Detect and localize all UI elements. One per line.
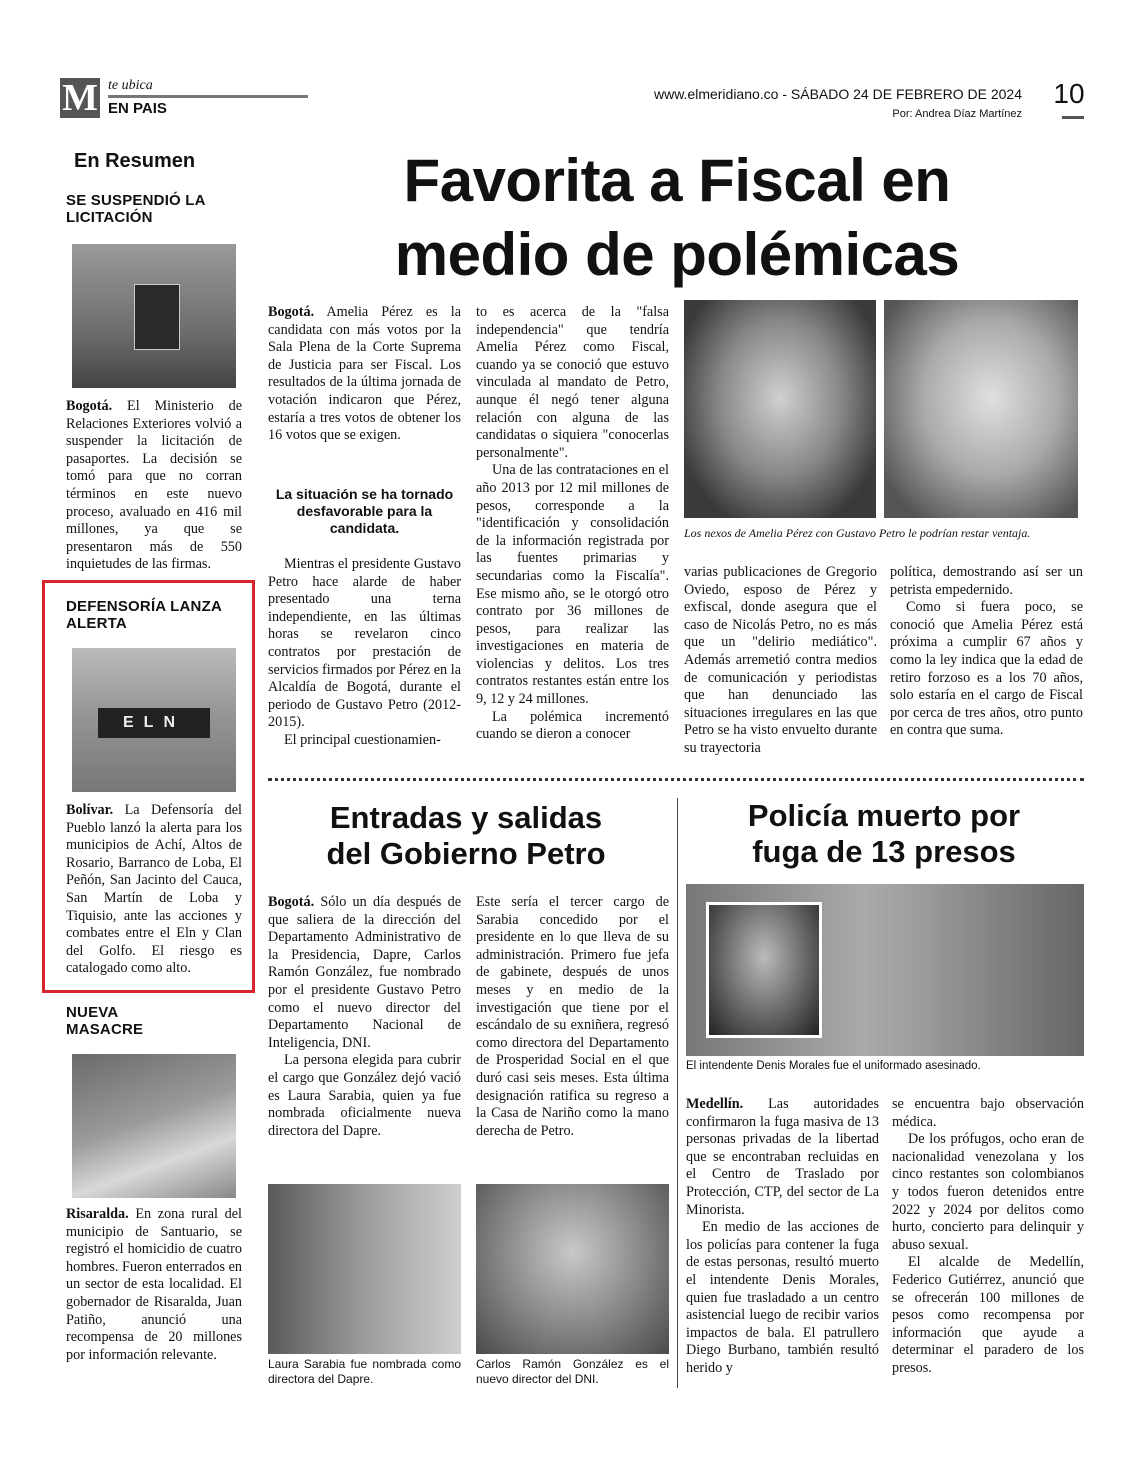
story3-col1: Medellín. Las autoridades confirmaron la fuga masiva de 13 personas privadas de la libertad que se encontraban recluidas en el Centro de Traslado por Protección, CTP, del sector de La Minorista. En medio de las acciones de los policías para contener la fuga de estas personas, resultó muerto el intendente Denis Morales, quien fue trasladado a un centro asistencial luego de recibir varios impactos de bala. El patrullero Diego Burbano, también resultó herido y [686,1096,879,1376]
main-col3: varias publicaciones de Gregorio Oviedo, esposo de Pérez y exfiscal, donde asegura que el caso de Nicolás Petro, no es más que un "delirio mediático". Además arremetió contra medios de comunicación y periodistas que han denunciado las situaciones irregulares en las que Petro se ha visto envuelto durante su trayectoria [684,564,877,756]
police-escape-photo [686,884,1084,1056]
story2-col2: Este sería el tercer cargo de Sarabia concedido por el presidente en lo que lleva de su administración. Primero fue jefa de gabinete, después de unos meses y en medio de la investigación que tiene por el escándalo de su exniñera, regresó como directora del Departamento de Prosperidad Social en el que duró casi seis meses. Esta última designación ratifica su regreso a la Casa de Nariño como la mano derecha de Petro. [476,894,669,1139]
story2-headline: Entradas y salidas del Gobierno Petro [326,800,606,871]
column-divider [677,798,678,1388]
header-rule [108,95,308,98]
sidebar-title: En Resumen [74,150,196,172]
website-date: www.elmeridiano.co - SÁBADO 24 DE FEBRERO DE 2024 [653,86,1022,102]
main-col2: to es acerca de la "falsa independencia" que tendría Amelia Pérez como Fiscal, cuando ya se conoció que estuvo vinculada al mandato de Petro, aunque él negó tener alguna relación con alguna de las candidatas o siquiera "conocerlas personalmente". Una de las contrataciones en el año 2013 por 12 mil millones de pesos, corresponde a la "identificación y consolidación de la información registrada por las fuentes primarias y secundarias como la Fiscalía". Ese mismo año, se le otorgó otro contrato por 36 millones de pesos, para realizar las investigaciones en materia de violencias y delitos. Los tres contratos restantes están entre los 9, 12 y 24 millones. La polémica incrementó cuando se dieron a conocer [476,304,669,743]
eln-sign: ELN [98,708,210,738]
eln-sign-photo [72,648,236,792]
main-headline: Favorita a Fiscal en medio de polémicas [394,147,960,288]
carlos-gonzalez-photo [476,1184,669,1354]
masthead [60,78,320,118]
officer-portrait [706,902,822,1038]
section-name: EN PAIS [108,100,167,117]
passport-icon [134,284,180,350]
story3-photo-caption: El intendente Denis Morales fue el uniformado asesinado. [686,1060,981,1072]
main-col1-top: Bogotá. Amelia Pérez es la candidata con más votos por la Sala Plena de la Corte Suprema de Justicia para ser Fiscal. Los resultados de la última jornada de votación indicaron que Pérez, estaría a tres votos de obtener los 16 votos que se exigen. [268,304,462,444]
main-col1-bottom: Mientras el presidente Gustavo Petro hace alarde de haber presentado una terna independiente, en las últimas horas se revelaron cinco contratos por prestación de servicios firmados por Pérez en la Alcaldía de Bogotá, durante el periodo de Gustavo Petro (2012-2015). El principal cuestionamien- [268,556,461,748]
main-photo-caption: Los nexos de Amelia Pérez con Gustavo Petro le podrían restar ventaja. [684,526,1031,540]
amelia-perez-photo [684,300,876,518]
main-col4: política, demostrando así ser un petrista empedernido. Como si fuera poco, se conoció que Amelia Pérez está próxima a cumplir 67 años y como la ley indica que la edad de retiro forzoso es a los 70 años, solo estaría en el cargo de Fiscal por cerca de tres años, otro punto en contra que suma. [890,564,1083,739]
story3-headline: Policía muerto por fuga de 13 presos [747,798,1021,869]
section-kicker: te ubica [108,78,153,93]
story3-col2: se encuentra bajo observación médica. De los prófugos, ocho eran de nacionalidad venezolana y los cinco restantes son colombianos y todos fueron detenidos entre 2022 y 2024 por delitos como hurto, concierto para delinquir y abuso sexual. El alcalde de Medellín, Federico Gutiérrez, anunció que se ofrecerán 100 millones de pesos como recompensa por información que ayude a determinar el paradero de los presos. [892,1096,1084,1376]
sidebar-item-3-text: Risaralda. En zona rural del municipio de Santuario, se registró el homicidio de cuatro hombres. Fueron enterrados en un sector de esta localidad. El gobernador de Risaralda, Juan Patiño, anunció una recompensa de 20 millones por información relevante. [66,1206,243,1363]
passport-photo [72,244,236,388]
sidebar-item-2-text: Bolívar. La Defensoría del Pueblo lanzó la alerta para los municipios de Achí, Altos de Rosario, Barranco de Loba, El Peñón, San Jacinto del Cauca, San Martín de Loba y Tiquisio, ante las acciones y combates entre el Eln y Clan del Golfo. El riesgo es catalogado como alto. [66,802,242,977]
story2-caption2: Carlos Ramón González es el nuevo director del DNI. [476,1357,669,1386]
page-number: 10 [1053,78,1085,109]
laura-sarabia-photo [268,1184,461,1354]
sidebar-item-1-text: Bogotá. El Ministerio de Relaciones Exteriores volvió a suspender la licitación de pasaportes. La decisión se tomó para que no corran términos en este nuevo proceso, avaluado en 416 mil millones, ya que se presentaron más de 550 inquietudes de las firmas. [66,398,242,573]
logo: M [60,78,100,118]
sidebar-item-2-headline: DEFENSORÍA LANZA ALERTA [66,598,222,632]
sidebar-item-3-headline: NUEVA MASACRE [66,1004,144,1038]
page-number-rule [1062,116,1084,119]
gustavo-petro-photo [884,300,1078,518]
story2-col1: Bogotá. Sólo un día después de que saliera de la dirección del Departamento Administrativo de la Presidencia, Dapre, Carlos Ramón González, fue nombrado por el presidente Gustavo Petro como el nuevo director del Departamento Nacional de Inteligencia, DNI. La persona elegida para cubrir el cargo que González dejó vació es Laura Sarabia, quien ya fue nombrada oficialmente nueva directora del Dapre. [268,894,462,1139]
story2-caption1: Laura Sarabia fue nombrada como directora del Dapre. [268,1357,461,1386]
sidebar-item-1-headline: SE SUSPENDIÓ LA LICITACIÓN [66,192,206,226]
massacre-photo [72,1054,236,1198]
main-pullquote: La situación se ha tornado desfavorable para la candidata. [275,486,454,536]
section-divider [268,778,1084,781]
byline: Por: Andrea Díaz Martínez [892,108,1022,120]
